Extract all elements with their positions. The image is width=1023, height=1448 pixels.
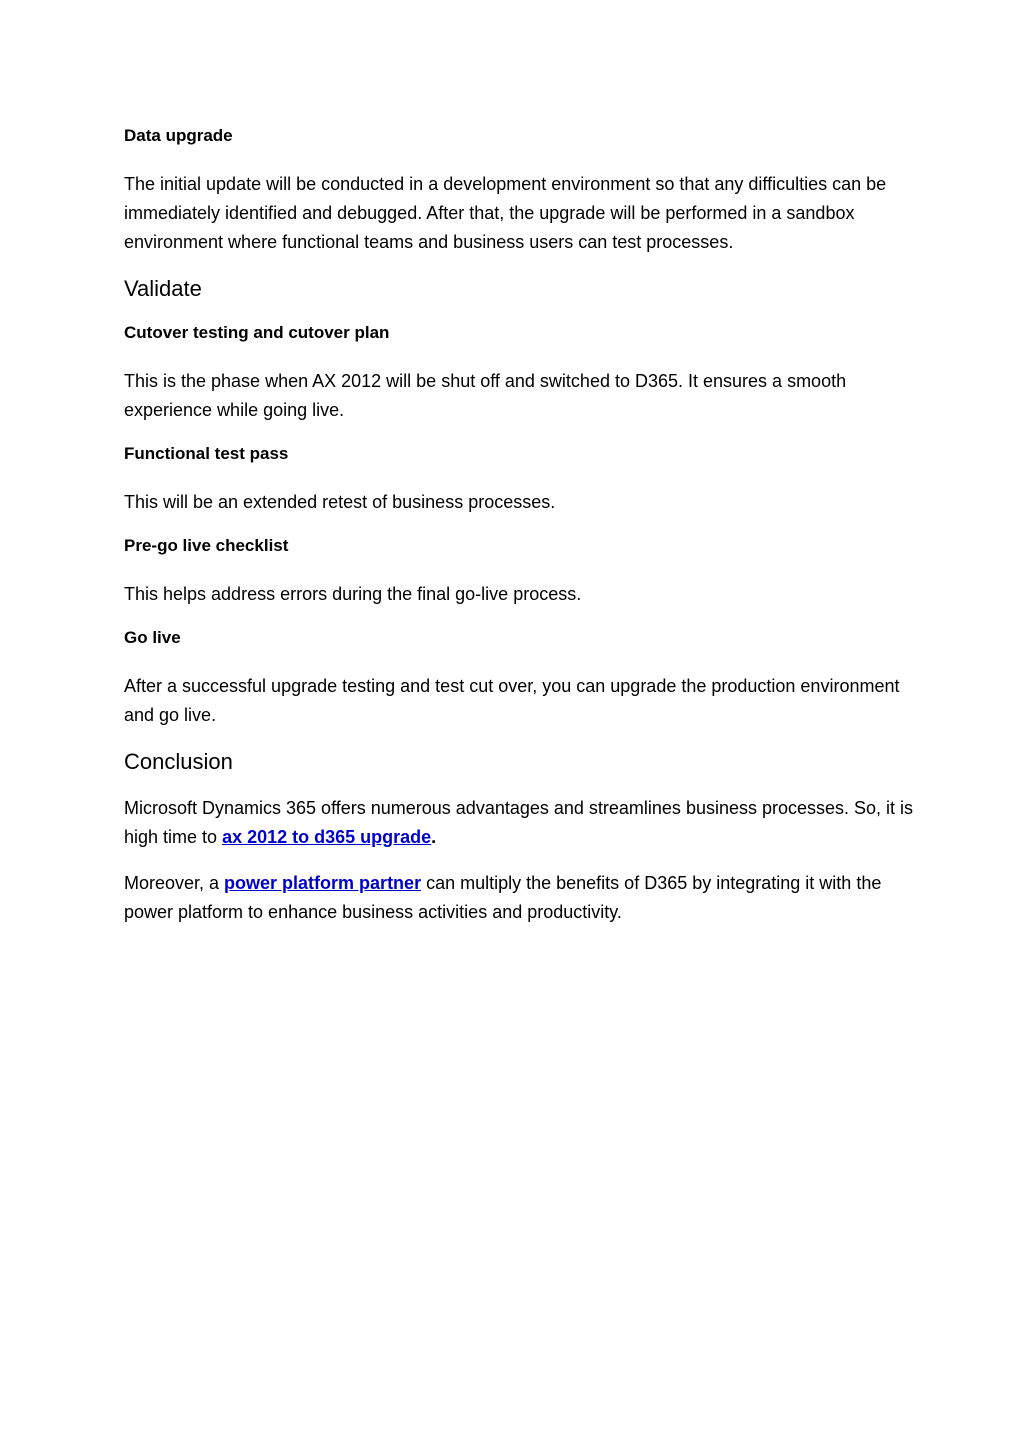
functional-test-body: This will be an extended retest of business processes. [124, 492, 556, 512]
upgrade-link[interactable]: ax 2012 to d365 upgrade [222, 827, 432, 847]
conclusion-para1-period: . [431, 827, 437, 847]
validate-heading: Validate [124, 276, 202, 301]
conclusion-paragraph-2 [124, 869, 914, 927]
conclusion-heading: Conclusion [124, 749, 233, 774]
pre-go-live-heading: Pre-go live checklist [124, 536, 289, 555]
go-live-heading: Go live [124, 628, 181, 647]
data-upgrade-body: The initial update will be conducted in a development environment so that any difficulties can be immediately identified and debugged. After that, the upgrade will be performed in a sandbox environment where functional teams and business users can test processes. [124, 174, 887, 252]
go-live-body: After a successful upgrade testing and test cut over, you can upgrade the production environment and go live. [124, 676, 900, 725]
conclusion-para2-before: Moreover, a [124, 873, 225, 893]
power-platform-partner-link[interactable]: power platform partner [224, 873, 422, 893]
data-upgrade-heading: Data upgrade [124, 126, 233, 145]
conclusion-para2-after: can multiply the benefits of D365 by integrating it with the power platform to enhance business activities and productivity. [124, 873, 882, 922]
conclusion-para1-text: Microsoft Dynamics 365 offers numerous advantages and streamlines business processes. So, it is high time to [124, 798, 914, 847]
cutover-heading: Cutover testing and cutover plan [124, 323, 390, 342]
cutover-body: This is the phase when AX 2012 will be shut off and switched to D365. It ensures a smooth experience while going live. [124, 371, 847, 420]
document-content [124, 124, 914, 944]
conclusion-paragraph-1 [124, 794, 914, 852]
pre-go-live-body: This helps address errors during the final go-live process. [124, 584, 582, 604]
functional-test-heading: Functional test pass [124, 444, 289, 463]
